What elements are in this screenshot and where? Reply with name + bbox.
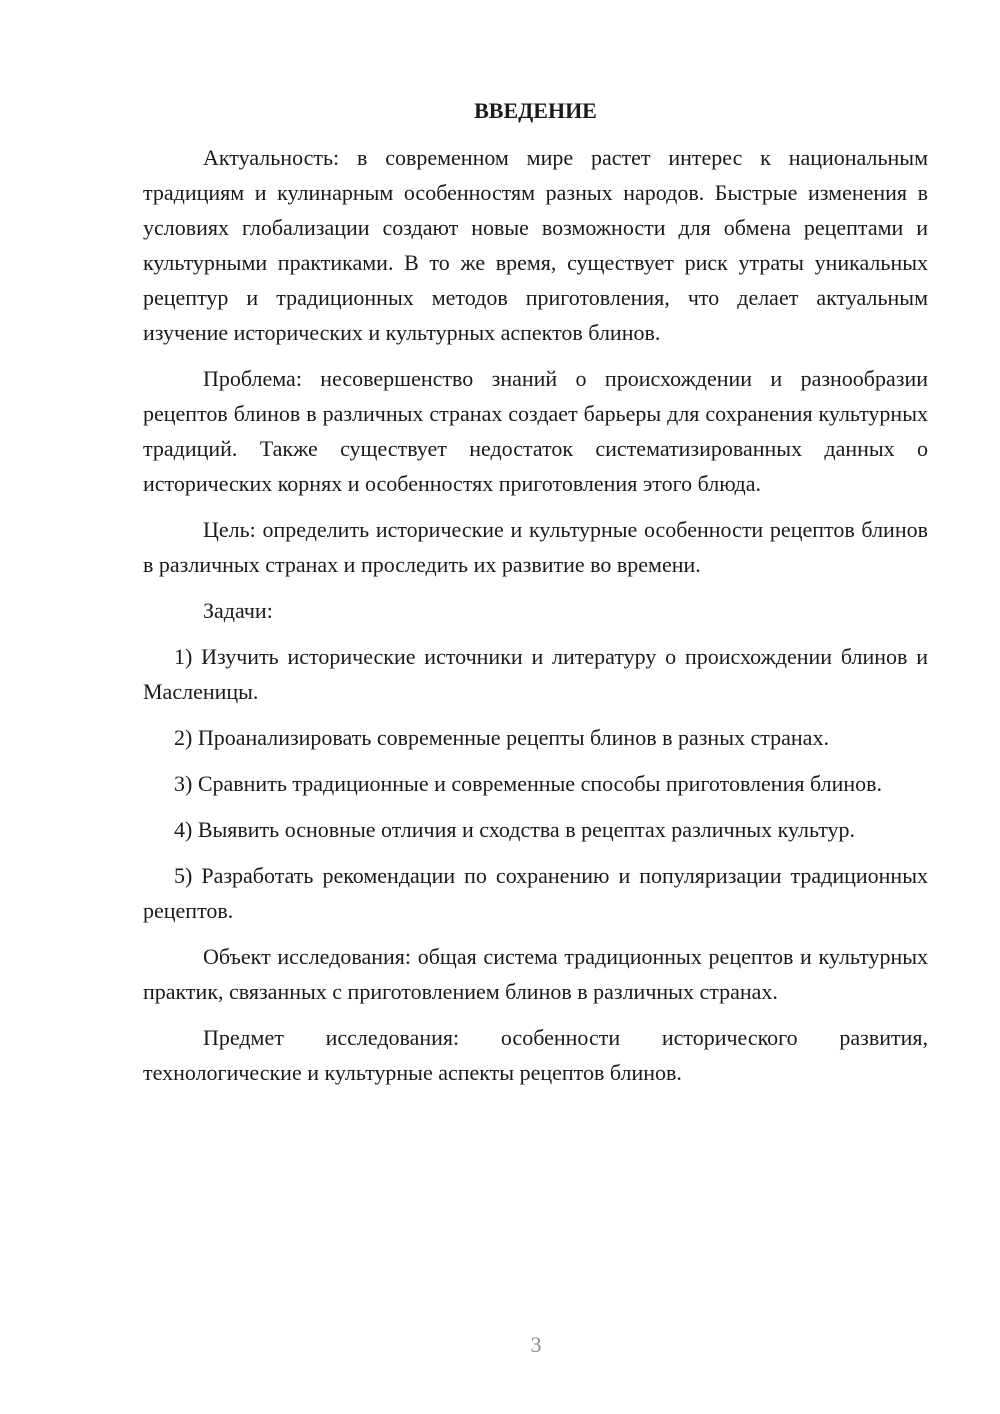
document-page xyxy=(143,96,928,1101)
paragraph-relevance: Актуальность: в современном мире растет интерес к национальным традициям и кулинарным особенностям разных народов. Быстрые изменения в условиях глобализации создают новые возможности для обмена рецептами и культурными практиками. В то же время, существует риск утраты уникальных рецептур и традиционных методов приготовления, что делает актуальным изучение исторических и культурных аспектов блинов. xyxy=(143,145,928,345)
task-item-1: 1) Изучить исторические источники и литературу о происхождении блинов и Масленицы. xyxy=(143,644,928,704)
task-item-2: 2) Проанализировать современные рецепты блинов в разных странах. xyxy=(174,725,829,750)
paragraph-subject: Предмет исследования: особенности исторического развития, технологические и культурные аспекты рецептов блинов. xyxy=(143,1025,928,1085)
page-number: 3 xyxy=(530,1332,542,1357)
paragraph-tasks-heading: Задачи: xyxy=(203,598,273,623)
paragraph-goal: Цель: определить исторические и культурные особенности рецептов блинов в различных странах и проследить их развитие во времени. xyxy=(143,517,928,577)
task-item-4: 4) Выявить основные отличия и сходства в рецептах различных культур. xyxy=(174,817,856,842)
page-title: ВВЕДЕНИЕ xyxy=(474,98,597,123)
paragraph-problem: Проблема: несовершенство знаний о происхождении и разнообразии рецептов блинов в различных странах создает барьеры для сохранения культурных традиций. Также существует недостаток систематизированных данных о исторических корнях и особенностях приготовления этого блюда. xyxy=(143,366,928,496)
task-item-5: 5) Разработать рекомендации по сохранению и популяризации традиционных рецептов. xyxy=(143,863,928,923)
task-item-3: 3) Сравнить традиционные и современные способы приготовления блинов. xyxy=(174,771,883,796)
paragraph-object: Объект исследования: общая система традиционных рецептов и культурных практик, связанных с приготовлением блинов в различных странах. xyxy=(143,944,928,1004)
